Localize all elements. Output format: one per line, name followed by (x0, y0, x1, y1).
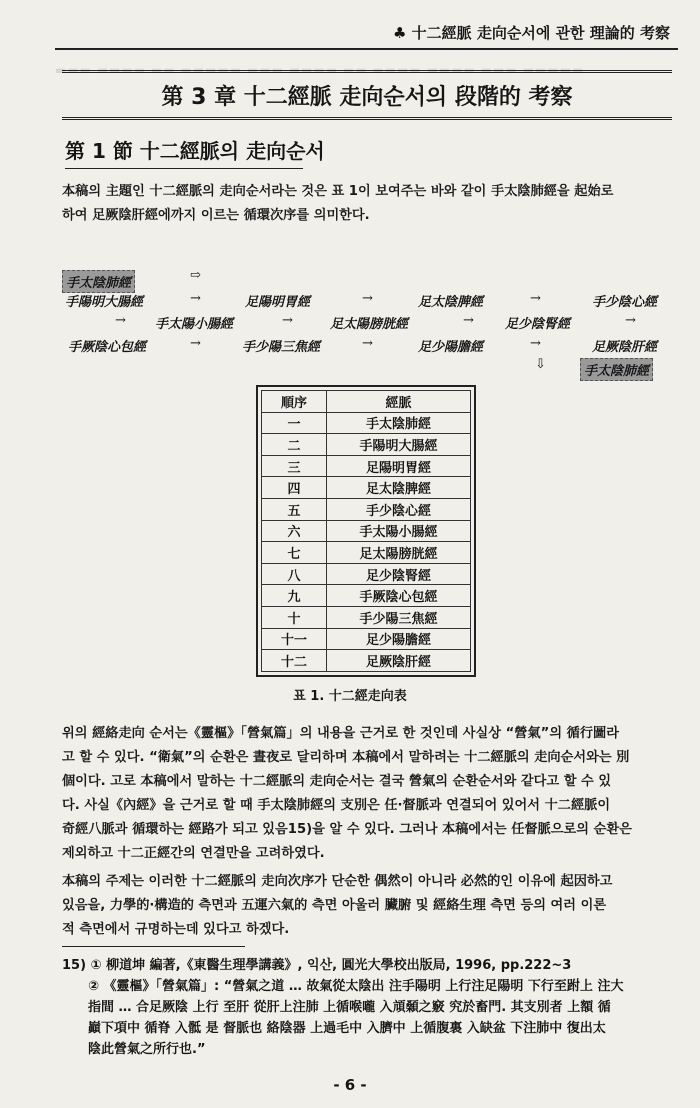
order-cell: 二 (262, 434, 327, 456)
meridian-cell: 手太陽小腸經 (327, 520, 471, 542)
meridian-cell: 足太陽膀胱經 (327, 542, 471, 564)
meridian-cell: 足陽明胃經 (327, 455, 471, 477)
flow-arrow: → (530, 336, 541, 351)
meridian-order-table (261, 390, 471, 672)
table-row (262, 477, 471, 499)
flow-node: 足厥陰肝經 (592, 340, 658, 355)
meridian-cell: 手陽明大腸經 (327, 434, 471, 456)
order-cell: 八 (262, 563, 327, 585)
order-cell: 一 (262, 412, 327, 434)
table-row (262, 498, 471, 520)
paragraph-line: 적 측면에서 규명하는데 있다고 하겠다. (62, 922, 290, 937)
meridian-cell: 手少陽三焦經 (327, 606, 471, 628)
body-paragraph (62, 722, 677, 866)
table-row (262, 520, 471, 542)
chapter-title: 第 3 章 十二經脈 走向순서의 段階的 考察 (62, 70, 672, 120)
flow-arrow: → (463, 313, 474, 328)
header-rule (55, 48, 678, 50)
flow-start-node: 手太陰肺經 (62, 270, 135, 293)
flow-node: 足少陰腎經 (505, 317, 571, 332)
bleed-through: ▬▬▬ ▬▬▬▬ ▬▬ ▬▬▬▬▬ ▬▬▬ ▬▬▬▬ ▬▬ ▬▬▬▬ ▬▬▬▬ ▬▬▬ ▬▬▬▬▬ (55, 63, 585, 77)
flow-arrow: → (362, 291, 373, 306)
meridian-cell: 足太陰脾經 (327, 477, 471, 499)
section-title (65, 135, 325, 169)
paragraph-line: 위의 經絡走向 순서는《靈樞》「營氣篇」의 내용을 근거로 한 것인데 사실상 “營氣”의 循行圖라 (62, 726, 619, 741)
footnote (62, 955, 682, 1060)
meridian-cell: 足少陰腎經 (327, 563, 471, 585)
section-title-text: 第 1 節 十二經脈의 走向순서 (65, 139, 325, 163)
meridian-cell: 手厥陰心包經 (327, 585, 471, 607)
running-header: ♣ 十二經脈 走向순서에 관한 理論的 考察 (392, 24, 670, 42)
footnote-line: 巓下項中 循脊 入骶 是 督脈也 絡陰器 上過毛中 入臍中 上循腹裏 入缺盆 下注肺中 復出太 (88, 1021, 606, 1036)
flow-arrow: → (362, 336, 373, 351)
page-number: - 6 - (333, 1076, 367, 1094)
paragraph-line: 제외하고 十二正經간의 연결만을 고려하였다. (62, 846, 325, 861)
paragraph-line: 고 할 수 있다. “衛氣”의 순환은 晝夜로 달리하며 本稿에서 말하려는 十二經脈의 走向순서와는 別 (62, 750, 630, 765)
order-cell: 六 (262, 520, 327, 542)
meridian-cell: 足厥陰肝經 (327, 650, 471, 672)
order-cell: 七 (262, 542, 327, 564)
column-header: 經脈 (327, 391, 471, 413)
flow-node: 手少陰心經 (592, 295, 658, 310)
paragraph-line: 個이다. 고로 本稿에서 말하는 十二經脈의 走向순서는 결국 營氣의 순환순서와 같다고 할 수 있 (62, 774, 612, 789)
paragraph-line: 다. 사실《內經》을 근거로 할 때 手太陰肺經의 支別은 任·督脈과 연결되어 있어서 十二經脈이 (62, 798, 611, 813)
flow-arrow: → (190, 291, 201, 306)
flow-node: 足太陽膀胱經 (330, 317, 409, 332)
paragraph-line: 本稿의 주제는 이러한 十二經脈의 走向次序가 단순한 偶然이 아니라 必然的인 이유에 起因하고 (62, 874, 613, 889)
footnote-line: 陰此營氣之所行也.” (88, 1042, 206, 1057)
intro-paragraph (62, 180, 677, 228)
table-caption: 표 1. 十二經走向表 (293, 689, 407, 704)
footnote-rule (62, 946, 245, 947)
flow-node: 手太陽小腸經 (155, 317, 234, 332)
meridian-cell: 手少陰心經 (327, 498, 471, 520)
table-row (262, 606, 471, 628)
intro-line: 하여 足厥陰肝經에까지 이르는 循環次序를 의미한다. (62, 208, 370, 223)
column-header: 順序 (262, 391, 327, 413)
order-cell: 五 (262, 498, 327, 520)
order-cell: 四 (262, 477, 327, 499)
footnote-line: ② 《靈樞》「營氣篇」: “營氣之道 … 故氣從太陰出 注手陽明 上行注足陽明 下行至跗上 注大 (88, 979, 624, 994)
footnote-line: 指間 … 合足厥陰 上行 至肝 從肝上注肺 上循喉嚨 入頏顙之竅 究於畜門. 其支別者 上額 循 (88, 1000, 611, 1015)
table-row (262, 650, 471, 672)
order-cell: 十二 (262, 650, 327, 672)
table-row (262, 455, 471, 477)
flow-node: 足太陰脾經 (418, 295, 484, 310)
flow-node: 足少陽膽經 (418, 340, 484, 355)
meridian-cell: 手太陰肺經 (327, 412, 471, 434)
meridian-cell: 足少陽膽經 (327, 628, 471, 650)
order-cell: 十一 (262, 628, 327, 650)
order-cell: 九 (262, 585, 327, 607)
table-row (262, 412, 471, 434)
paragraph-line: 있음을, 力學的·構造的 측면과 五運六氣的 측면 아울러 臟腑 및 經絡生理 측면 등의 여러 이론 (62, 898, 607, 913)
flow-end-node: 手太陰肺經 (580, 358, 653, 381)
table-row (262, 563, 471, 585)
paragraph-line: 奇經八脈과 循環하는 經路가 되고 있음15)을 알 수 있다. 그러나 本稿에서는 任督脈으로의 순환은 (62, 822, 632, 837)
flow-arrow: ⇩ (535, 357, 546, 372)
flow-arrow: → (282, 313, 293, 328)
flow-arrow: → (625, 313, 636, 328)
flow-arrow: → (190, 336, 201, 351)
table-row (262, 585, 471, 607)
flow-arrow: ⇨ (190, 268, 201, 283)
flow-node: 足陽明胃經 (245, 295, 311, 310)
body-paragraph (62, 870, 677, 942)
table-row (262, 434, 471, 456)
table-header-row (262, 391, 471, 413)
flow-node: 手陽明大腸經 (65, 295, 144, 310)
table-row (262, 628, 471, 650)
footnote-line: 15) ① 柳道坤 編著,《東醫生理學講義》, 익산, 圓光大學校出版局, 1996, pp.222~3 (62, 958, 572, 973)
intro-line: 本稿의 主題인 十二經脈의 走向순서라는 것은 표 1이 보여주는 바와 같이 手太陰肺經을 起始로 (62, 184, 614, 199)
flow-arrow: → (115, 313, 126, 328)
order-cell: 三 (262, 455, 327, 477)
section-underline (65, 168, 303, 169)
flow-node: 手厥陰心包經 (68, 340, 147, 355)
order-cell: 十 (262, 606, 327, 628)
table-row (262, 542, 471, 564)
flow-arrow: → (530, 291, 541, 306)
flow-node: 手少陽三焦經 (242, 340, 321, 355)
